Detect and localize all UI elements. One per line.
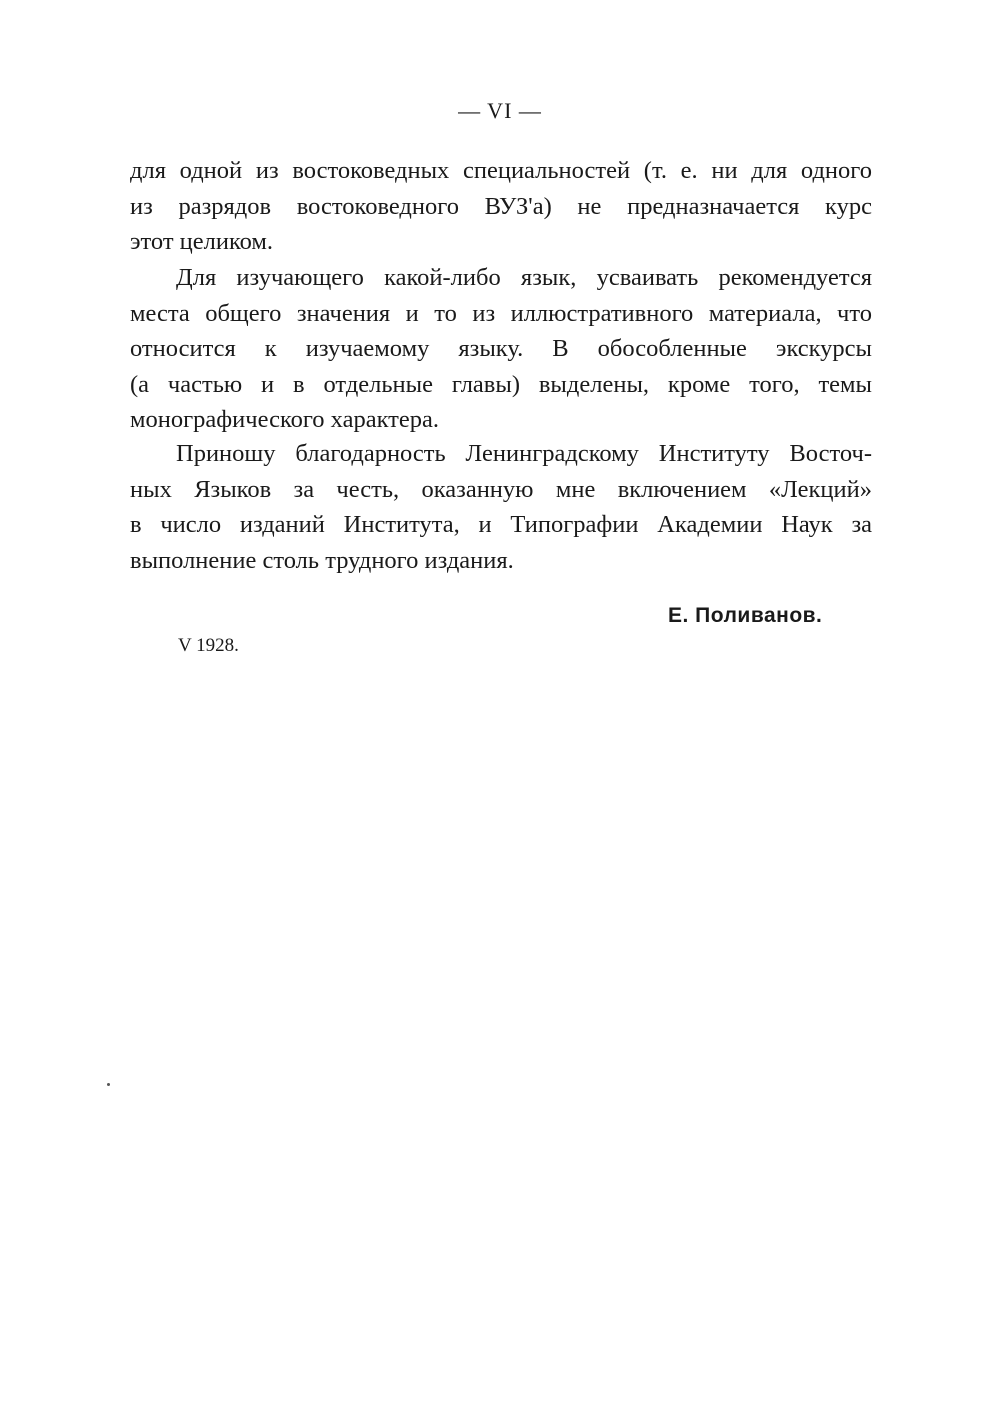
text-line: для одной из востоковедных специальностей (т. е. ни для одного [130,157,872,184]
text-line: в число изданий Института, и Типографии Академии Наук за [130,511,872,539]
text-line: места общего значения и то из иллюстративного материала, что [130,299,872,327]
text-line: Для изучающего какой-либо язык, усваивать рекомендуется [176,264,872,291]
text-line: (а частью и в отдельные главы) выделены, кроме того, темы [130,370,872,398]
text-line: выполнение столь трудного издания. [130,546,514,574]
text-line: этот целиком. [130,228,274,256]
text-line: из разрядов востоковедного ВУЗ'а) не предназначается курс [130,192,872,220]
paragraph-acknowledgement [130,436,872,578]
paragraph-continuation [130,153,872,260]
text-line: монографического характера. [130,406,440,434]
text-line: относится к изучаемому языку. В обособленные экскурсы [130,335,872,363]
date-line: V 1928. [178,635,239,656]
text-line: ных Языков за честь, оказанную мне включением «Лекций» [130,475,872,503]
text-line: Приношу благодарность Ленинградскому Институту Восточ- [176,440,872,467]
page-number: — VI — [458,98,542,123]
author-signature: Е. Поливанов. [668,604,823,627]
print-speck [107,1083,110,1086]
paragraph-study-advice [130,260,872,438]
